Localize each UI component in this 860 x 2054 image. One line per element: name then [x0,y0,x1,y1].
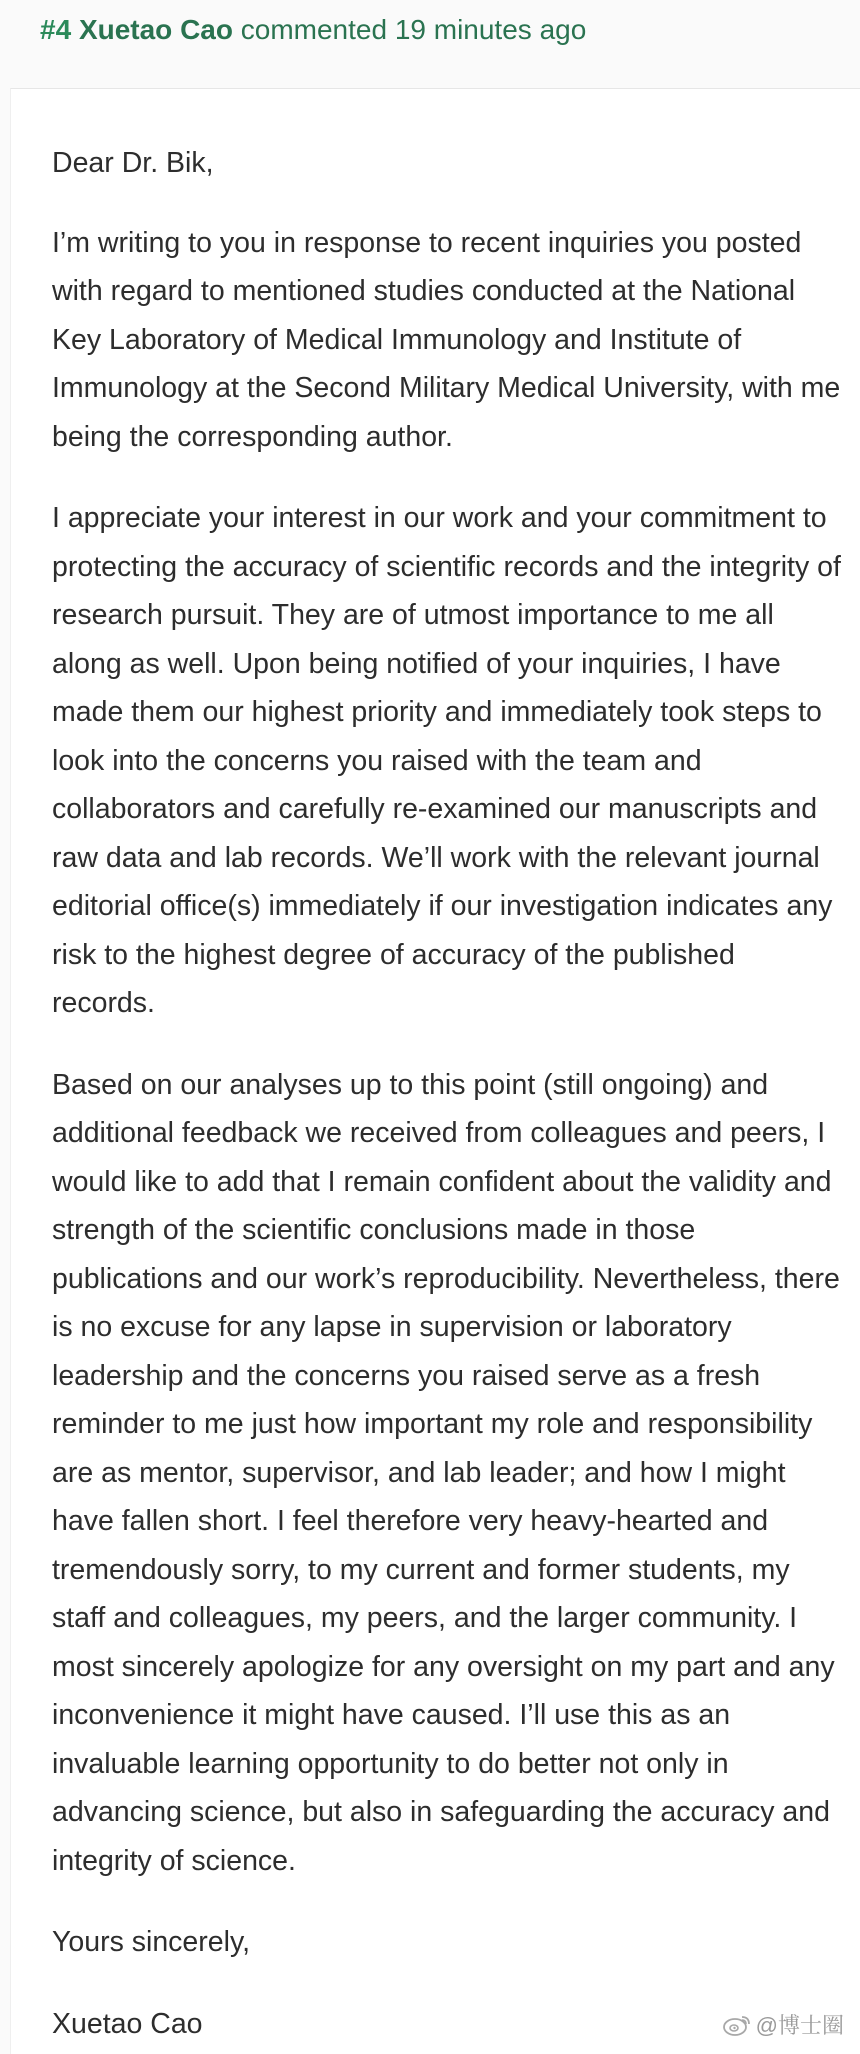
letter [52,139,842,2048]
letter-paragraph-1: I’m writing to you in response to recent inquiries you posted with regard to mentioned studies conducted at the National Key Laboratory of Medical Immunology and Institute of Immunology at the Second Military Medical University, with me being the corresponding author. [52,226,841,453]
weibo-icon [722,2013,752,2037]
comment-timestamp[interactable]: commented 19 minutes ago [240,14,587,45]
letter-greeting: Dear Dr. Bik, [52,147,214,179]
letter-paragraph-3: Based on our analyses up to this point (still ongoing) and additional feedback we received from colleagues and peers, I would like to add that I remain confident about the validity and strength of the scientific conclusions made in those publications and our work’s reproducibility. Nevertheless, there is no excuse for any lapse in supervision or laboratory leadership and the concerns you raised serve as a fresh reminder to me just how important my role and responsibility are as mentor, supervisor, and lab leader; and how I might have fallen short. I feel therefore very heavy-hearted and tremendously sorry, to my current and former students, my staff and colleagues, my peers, and the larger community. I most sincerely apologize for any oversight on my part and any inconvenience it might have caused. I’ll use this as an invaluable learning opportunity to do better not only in advancing science, but also in safeguarding the accuracy and integrity of science. [52,1068,840,1877]
comment-body [10,88,860,2054]
watermark [722,2009,844,2040]
comment-header [0,0,860,68]
letter-closing: Yours sincerely, [52,1926,251,1958]
comment-author[interactable]: Xuetao Cao [78,14,233,45]
letter-signature: Xuetao Cao [52,2007,203,2040]
comment-number[interactable]: #4 [40,14,72,45]
watermark-text: @博士圈 [755,2013,844,2038]
letter-paragraph-2: I appreciate your interest in our work and your commitment to protecting the accuracy of scientific records and the integrity of research pursuit. They are of utmost importance to me all along as well. Upon being notified of your inquiries, I have made them our highest priority and immediately took steps to look into the concerns you raised with the team and collaborators and carefully re-examined our manuscripts and raw data and lab records. We’ll work with the relevant journal editorial office(s) immediately if our investigation indicates any risk to the highest degree of accuracy of the published records. [52,502,841,1019]
